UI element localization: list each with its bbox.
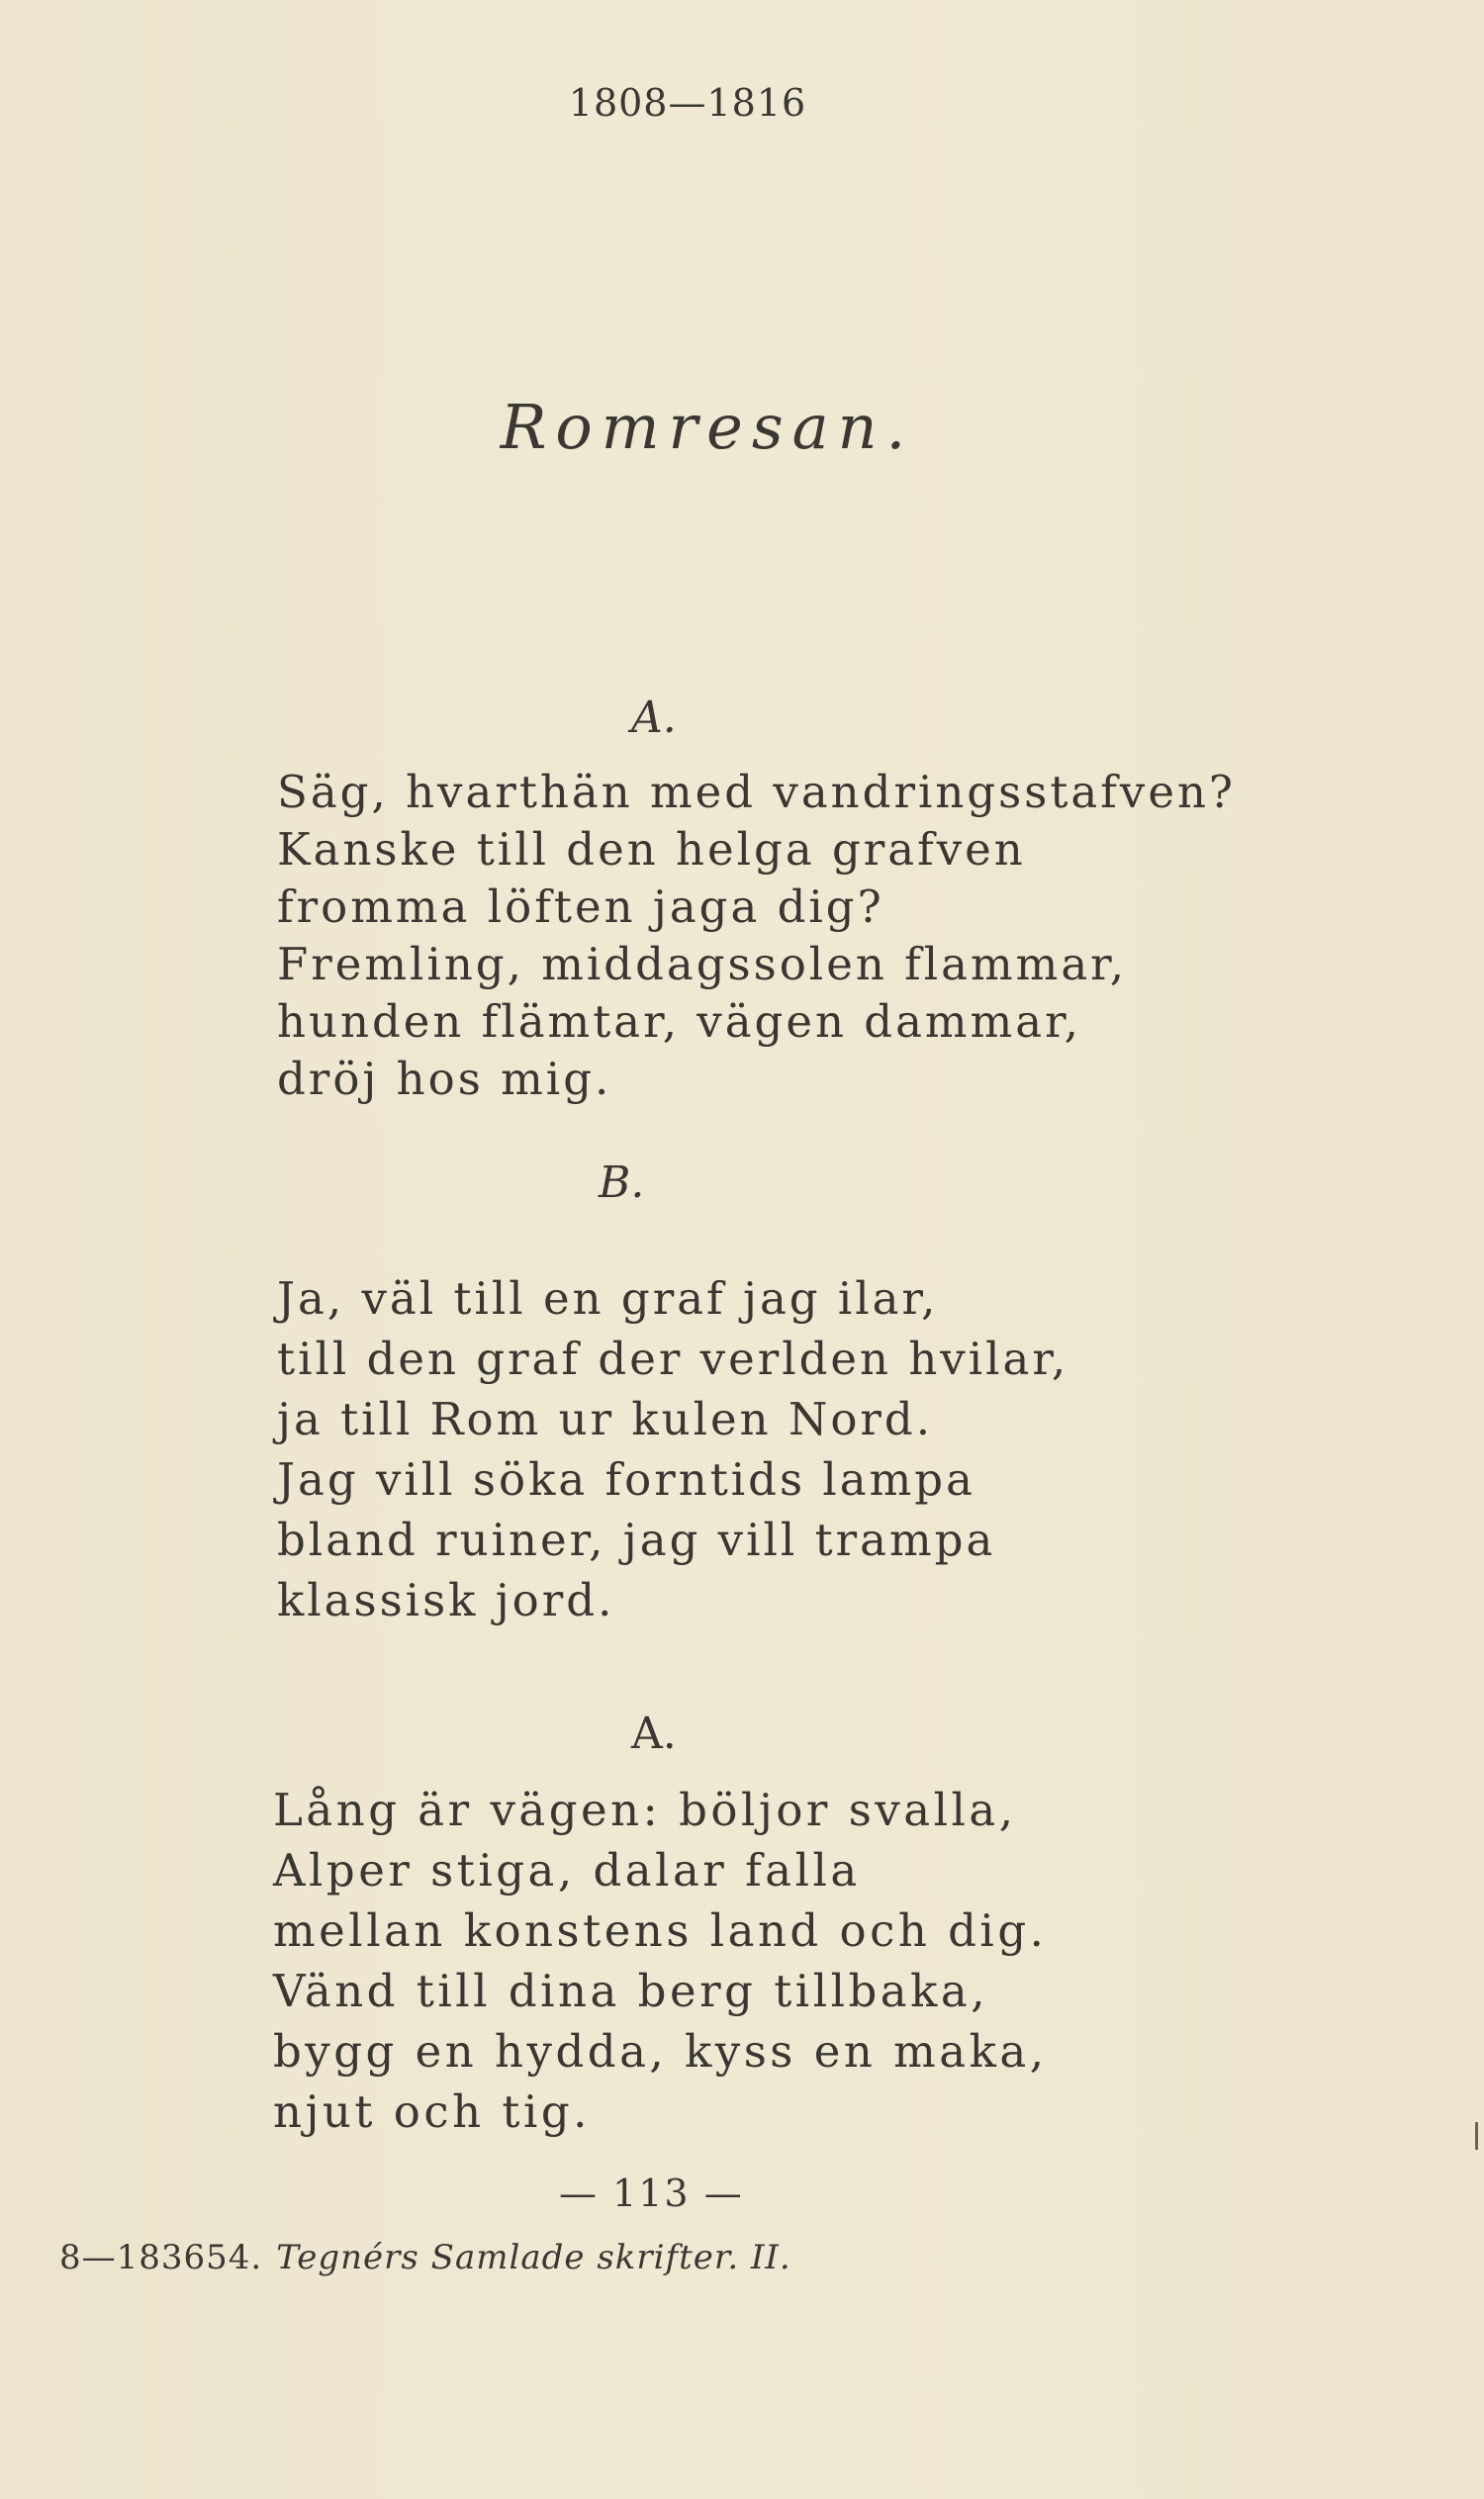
speaker-label: A. xyxy=(631,693,677,743)
poem-title: Romresan. xyxy=(500,391,915,463)
verse-line: Säg, hvarthän med vandringsstafven? xyxy=(277,766,1237,818)
verse-line: till den graf der verlden hvilar, xyxy=(277,1333,1069,1385)
verse-line: Jag vill söka forntids lampa xyxy=(277,1453,975,1506)
speaker-label: B. xyxy=(599,1157,645,1208)
verse-line: Ja, väl till en graf jag ilar, xyxy=(277,1272,939,1325)
verse-line: njut och tig. xyxy=(273,2085,591,2138)
verse-line: klassisk jord. xyxy=(277,1574,615,1626)
stanza-lines xyxy=(273,1780,1048,2142)
verse-line: mellan konstens land och dig. xyxy=(273,1904,1048,1957)
verse-line: bland ruiner, jag vill trampa xyxy=(277,1514,996,1566)
verse-line: Alper stiga, dalar falla xyxy=(273,1844,861,1897)
speaker-label: A. xyxy=(631,1709,677,1759)
work-title: Tegnérs Samlade skrifter. II. xyxy=(276,2238,791,2277)
printer-signature: 8—183654. xyxy=(59,2238,263,2277)
verse-line: Fremling, middagssolen flammar, xyxy=(277,938,1128,990)
verse-line: Lång är vägen: böljor svalla, xyxy=(273,1784,1017,1836)
stanza-lines xyxy=(277,764,1236,1108)
verse-line: bygg en hydda, kyss en maka, xyxy=(273,2025,1048,2078)
verse-line: Vänd till dina berg tillbaka, xyxy=(273,1965,989,2017)
stanza-lines xyxy=(277,1268,1068,1630)
footer-signature-line xyxy=(59,2238,791,2277)
verse-line: ja till Rom ur kulen Nord. xyxy=(277,1393,934,1445)
running-head: 1808—1816 xyxy=(568,81,807,125)
verse-line: Kanske till den helga grafven xyxy=(277,823,1026,876)
page-number: — 113 — xyxy=(559,2172,744,2215)
verse-line: dröj hos mig. xyxy=(277,1053,612,1105)
page-edge-mark xyxy=(1475,2122,1478,2150)
verse-line: fromma löften jaga dig? xyxy=(277,880,884,933)
verse-line: hunden flämtar, vägen dammar, xyxy=(277,995,1081,1048)
